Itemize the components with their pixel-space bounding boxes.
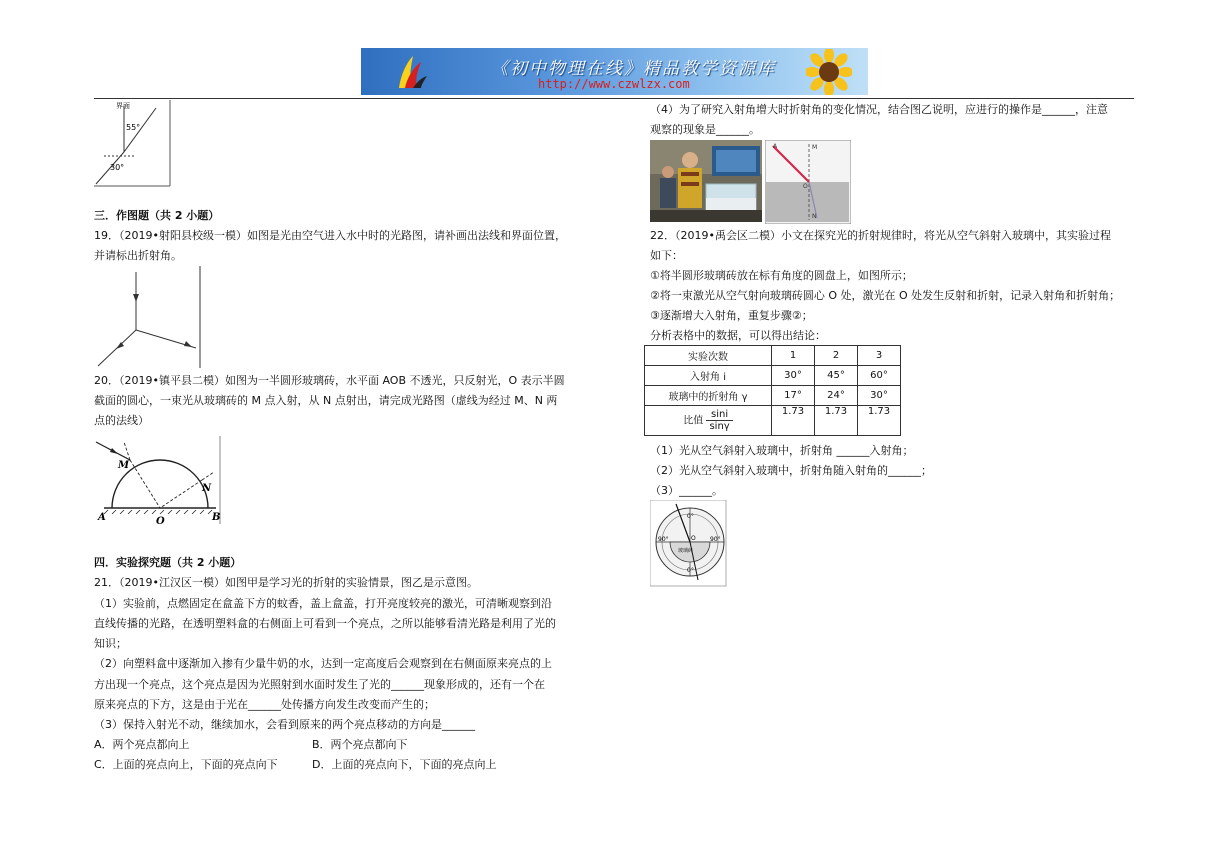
fig20-label-B: B [212,512,221,523]
figure-q19 [94,266,204,370]
q20-line-3: 点的法线） [94,414,149,427]
q20-line-2: 截面的圆心，一束光从玻璃砖的 M 点入射，从 N 点射出，请完成光路图（虚线为经过 M、N 两 [94,394,558,407]
q21-4-line-1: （4）为了研究入射角增大时折射角的变化情况，结合图乙说明，应进行的操作是______，注意 [650,103,1108,116]
q21-4-line-2: 观察的现象是______。 [650,123,760,136]
q22-answer-1: （1）光从空气斜射入玻璃中，折射角 ______入射角； [650,444,914,457]
figure-q18 [94,100,172,188]
q22-line-1: 22．（2019•禹会区二模）小文在探究光的折射规律时，将光从空气斜射入玻璃中，其实验过程 [650,229,1111,242]
fig20-label-A: A [98,512,106,523]
table-row [645,386,901,406]
fig18-angle-30: 30° [110,163,125,172]
q22-line-6: 分析表格中的数据，可以得出结论： [650,329,826,342]
table-cell: 玻璃中的折射角 γ [645,386,772,406]
table-row [645,406,901,436]
fig22-label-O: O [691,535,696,542]
header-banner [361,48,868,95]
q21-line-8: （3）保持入射光不动，继续加水，会看到原来的两个亮点移动的方向是______ [94,718,475,731]
table-header-cell: 1 [772,346,815,366]
q21-line-6: 方出现一个亮点，这个亮点是因为光照射到水面时发生了光的______现象形成的，还有一个在 [94,678,545,691]
q21-line-4: 知识； [94,637,127,650]
q21-line-3: 直线传播的光路，在透明塑料盒的右侧面上可看到一个亮点，之所以能够看清光路是利用了光的 [94,617,556,630]
table-cell: 60° [858,366,901,386]
fig18-angle-55: 55° [126,123,141,132]
figure-q21-photo [650,140,762,222]
ratio-fraction [706,409,732,432]
q21-line-2: （1）实验前，点燃固定在盒盖下方的蚊香，盖上盒盖，打开亮度较亮的激光，可清晰观察到沿 [94,597,552,610]
sunflower-icon [806,49,852,95]
q22-line-3: ①将半圆形玻璃砖放在标有角度的圆盘上，如图所示； [650,269,913,282]
table-cell: 17° [772,386,815,406]
table-header-cell: 3 [858,346,901,366]
table-cell: 1.73 [772,406,815,436]
fig20-label-O: O [156,516,165,526]
table-cell: 1.73 [858,406,901,436]
header-url: http://www.czwlzx.com [538,77,690,91]
section-3-heading: 三．作图题（共 2 小题） [94,209,220,222]
ratio-numerator: sini [706,409,732,421]
table-header-cell: 实验次数 [645,346,772,366]
logo-icon [391,52,431,92]
fig21-label-A: A [773,143,778,150]
table-cell: 30° [858,386,901,406]
figure-q21-diagram [765,140,851,224]
q21-line-1: 21．（2019•江汉区一模）如图甲是学习光的折射的实验情景，图乙是示意图。 [94,576,478,589]
table-cell: 24° [815,386,858,406]
q19-line-1: 19．（2019•射阳县校级一模）如图是光由空气进入水中时的光路图，请补画出法线和界面位置， [94,229,566,242]
table-row [645,346,901,366]
header-rule [94,98,1134,99]
table-row [645,366,901,386]
q21-option-D: D．上面的亮点向下，下面的亮点向上 [312,758,497,771]
table-header-cell: 2 [815,346,858,366]
table-cell: 30° [772,366,815,386]
q22-answer-2: （2）光从空气斜射入玻璃中，折射角随入射角的______； [650,464,932,477]
table-cell: 45° [815,366,858,386]
figure-q20 [94,436,224,526]
q22-answer-3: （3）______。 [650,484,723,497]
section-4-heading: 四．实验探究题（共 2 小题） [94,556,242,569]
ratio-denominator: sinγ [709,421,730,432]
figure-q22 [650,500,728,588]
q21-option-A: A．两个亮点都向上 [94,738,190,751]
q21-line-7: 原来亮点的下方，这是由于光在______处传播方向发生改变而产生的； [94,698,435,711]
q21-option-C: C．上面的亮点向上，下面的亮点向下 [94,758,278,771]
fig21-label-N: N [812,213,817,220]
q22-line-2: 如下： [650,249,683,262]
fig22-label-left: 90° [658,536,669,543]
fig22-label-block: 玻璃砖 [678,548,694,554]
ratio-label: 比值 [683,415,704,427]
q22-line-5: ③逐渐增大入射角，重复步骤②； [650,309,813,322]
fig22-label-bottom: 0° [687,567,694,574]
header-title: 《初中物理在线》精品教学资源库 [491,59,776,79]
q20-line-1: 20．（2019•镇平县二模）如图为一半圆形玻璃砖，水平面 AOB 不透光，只反射光，O 表示半圆 [94,374,565,387]
q22-data-table [644,345,901,436]
fig22-label-right: 90° [710,536,721,543]
q22-line-4: ②将一束激光从空气射向玻璃砖圆心 O 处，激光在 O 处发生反射和折射，记录入射角和折射角； [650,289,1121,302]
fig21-label-M: M [812,144,818,151]
fig20-label-N: N [202,483,212,494]
table-cell: 入射角 i [645,366,772,386]
fig20-label-M: M [118,460,130,471]
q21-option-B: B．两个亮点都向下 [312,738,408,751]
fig18-label-interface: 界面 [116,102,130,110]
fig21-label-O: O [803,183,808,190]
q21-line-5: （2）向塑料盒中逐渐加入掺有少量牛奶的水，达到一定高度后会观察到在右侧面原来亮点的上 [94,657,552,670]
table-cell: 1.73 [815,406,858,436]
q19-line-2: 并请标出折射角。 [94,249,182,262]
table-cell-ratio [645,406,772,436]
fig22-label-top: 0° [687,513,694,520]
